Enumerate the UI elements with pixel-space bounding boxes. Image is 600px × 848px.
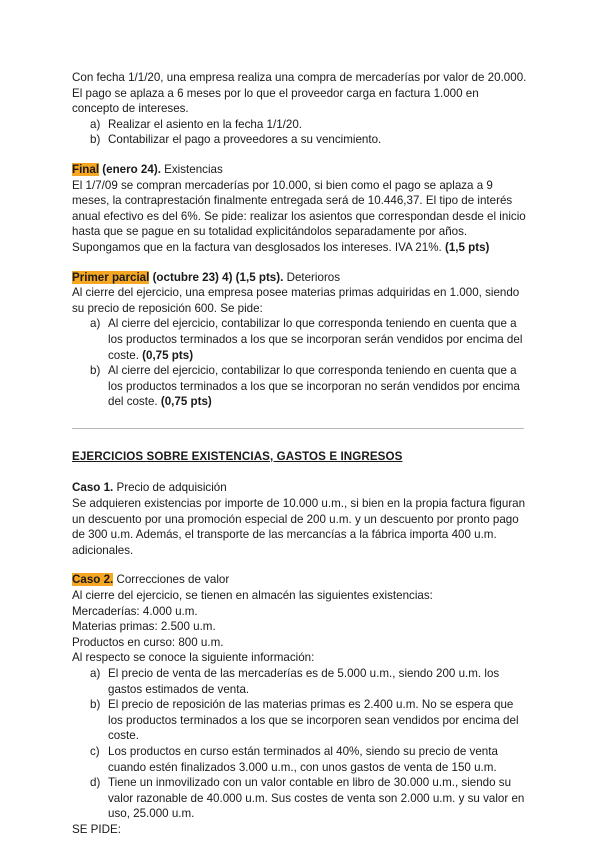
highlight-tag: Final <box>72 162 100 176</box>
caso2-intro: Al cierre del ejercicio, se tienen en almacén las siguientes existencias: <box>72 589 433 603</box>
list-item: b) Contabilizar el pago a proveedores a su vencimiento. <box>90 133 382 147</box>
caso1-text: Se adquieren existencias por importe de 10.000 u.m., si bien en la propia factura figuran un descuento por una promoción especial de 200 u.m. y un descuento por pronto pago de 300 u.m. Además, el transporte de las mercancías a la fábrica importa 400 u.m. adicionales. <box>72 497 526 557</box>
list-item: a) Realizar el asiento en la fecha 1/1/20. <box>90 117 302 131</box>
list-item: a) El precio de venta de las mercaderías es de 5.000 u.m., siendo 200 u.m. los gastos estimados de venta. <box>90 667 500 696</box>
caso2-info: Al respecto se conoce la siguiente información: <box>72 651 315 665</box>
highlight-tag: Primer parcial <box>72 270 150 284</box>
list-item: b) El precio de reposición de las materias primas es 2.400 u.m. No se espera que los productos terminados a los que se incorporen sean vendidos por encima del coste. <box>90 698 519 743</box>
list-item: a) Al cierre del ejercicio, contabilizar lo que corresponda teniendo en cuenta que a los productos terminados a los que se incorporan serán vendidos por encima del coste. (0,75 pts) <box>90 317 523 362</box>
caso1-heading: Caso 1. Precio de adquisición <box>72 481 227 495</box>
highlight-tag: Caso 2. <box>72 573 114 587</box>
stock-line: Materias primas: 2.500 u.m. <box>72 620 216 634</box>
section-title: EJERCICIOS SOBRE EXISTENCIAS, GASTOS E INGRESOS <box>72 449 403 463</box>
list-item: b) Al cierre del ejercicio, contabilizar lo que corresponda teniendo en cuenta que a los productos terminados a los que se incorporan no serán vendidos por encima del coste. (0,75 pts) <box>90 364 520 409</box>
block2-text: El 1/7/09 se compran mercaderías por 10.000, si bien como el pago se aplaza a 9 meses, la contraprestación finalmente entregada será de 10.446,37. El tipo de interés anual efectivo es del 6%. Se pide: realizar los asientos que correspondan desde el inicio hasta que se pague en su totalidad explicitándolos separadamente por años. Supongamos que en la factura van desglosados los intereses. IVA 21%. (1,5 pts) <box>72 178 526 254</box>
stock-line: Mercaderías: 4.000 u.m. <box>72 604 198 618</box>
list-item: c) Los productos en curso están terminados al 40%, siendo su precio de venta cuando estén finalizados 3.000 u.m., con unos gastos de venta de 150 u.m. <box>90 744 498 774</box>
block3-text: Al cierre del ejercicio, una empresa posee materias primas adquiridas en 1.000, siendo su precio de reposición 600. Se pide: <box>72 286 520 315</box>
block3-heading: Primer parcial (octubre 23) 4) (1,5 pts). Deterioros <box>72 270 341 284</box>
list-item: d) Tiene un inmovilizado con un valor contable en libro de 30.000 u.m., siendo su valor razonable de 40.000 u.m. Sus costes de venta son 2.000 u.m. y su valor en uso, 25.000 u.m. <box>90 776 525 821</box>
block1-text: Con fecha 1/1/20, una empresa realiza una compra de mercaderías por valor de 20.000. El pago se aplaza a 6 meses por lo que el proveedor carga en factura 1.000 en concepto de intereses. <box>72 71 527 116</box>
block3-list <box>72 316 528 410</box>
stock-line: Productos en curso: 800 u.m. <box>72 635 224 649</box>
block1-list <box>72 117 528 148</box>
document-page <box>72 70 528 838</box>
caso2-heading: Caso 2. Correcciones de valor <box>72 573 230 587</box>
caso2-list <box>72 666 528 822</box>
se-pide: SE PIDE: <box>72 822 121 836</box>
block2-heading: Final (enero 24). Existencias <box>72 162 223 176</box>
